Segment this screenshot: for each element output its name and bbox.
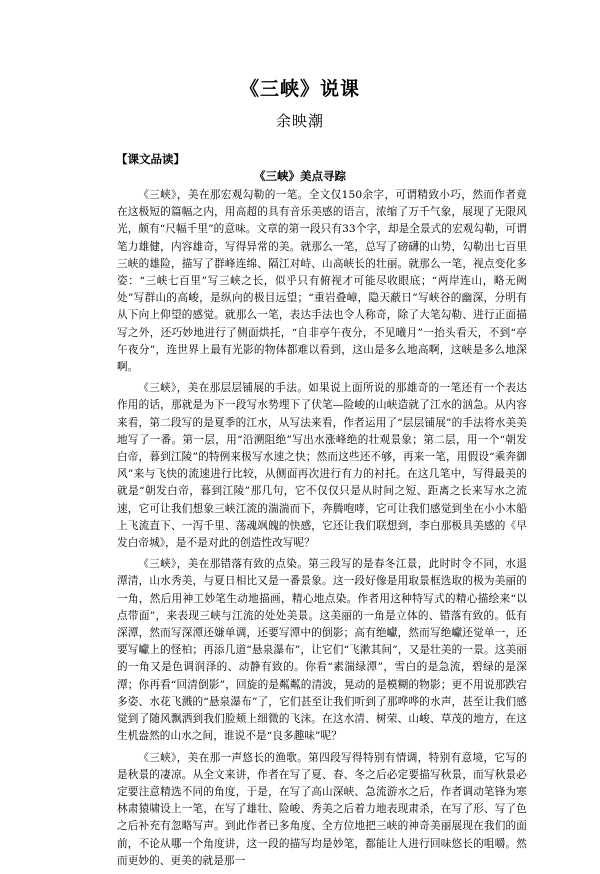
- paragraph-text: 《三峡》，美在那宏观勾勒的一笔。全文仅150余字，可谓精致小巧，然而作者竟在这极短的篇幅之内，用高超的具有音乐美感的语言，浓缩了万千气象，展现了无限风光，颇有“尺幅千里”的意味。文章的第一段只有33个字，却是全景式的宏观勾勒，可谓笔力雄健，内容雄奇，写得异常的美。就那么一笔，总写了磅礴的山势，勾勒出七百里三峡的雄险，描写了群峰连绵、隔江对峙、山高峡长的壮丽。就那么一笔，视点变化多姿：“三峡七百里”写三峡之长，似乎只有俯视才可能尽收眼底；“两岸连山，略无阙处”写群山的高峻，是纵向的极目远望；“重岩叠嶂，隐天蔽日”写峡谷的幽深，分明有从下向上仰望的感觉。就那么一笔，表达手法也令人称奇，除了大笔勾勒、进行正面描写之外，还巧妙地进行了侧面烘托，“自非亭午夜分，不见曦月”一抬头看天，不到“亭午夜分”，连世界上最有光影的物体都难以看到，这山是多么地高啊，这峡是多么地深啊。: [117, 189, 527, 374]
- paragraph: [117, 380, 527, 552]
- paragraph: [117, 187, 527, 376]
- author-name: 余映潮: [275, 112, 324, 130]
- document-title: 《三峡》说课: [239, 78, 360, 100]
- paragraph-text: 《三峡》，美在那一声悠长的渔歌。第四段写得特别有情调，特别有意境，它写的是秋景的凄凉。从全文来讲，作者在写了夏、春、冬之后必定要描写秋景，而写秋景必定要注意精选不同的角度，于是，在写了高山深峡、急流游水之后，作者调动笔锋为寒林肃猿啸设上一笔，在写了雄壮、险峻、秀美之后着力地表现肃杀，在写了形、写了色之后补充有忽略写声。到此作者已多角度、全方位地把三峡的神奇美丽展现在我们的面前，不论从哪一个角度讲，这一段的描写均是妙笔，都能让人进行回味悠长的咀嚼。然而更妙的、更美的就是那一: [117, 751, 527, 867]
- article-subtitle: 《三峡》美点寻踪: [254, 169, 346, 183]
- paragraph: [117, 556, 527, 745]
- paragraph-text: 《三峡》，美在那层层铺展的手法。如果说上面所说的那雄奇的一笔还有一个表达作用的话，那就是为下一段写水势埋下了伏笔—险峻的山峡造就了江水的汹急。从内容来看，第二段写的是夏季的江水，从写法来看，作者运用了“层层铺展”的手法将水美美地写了一番。第一层，用“沿溯阻绝”写出水涨峰绝的壮观景象；第二层，用一个“朝发白帝，暮到江陵”的特例来极写水速之快；然而这些还不够，再来一笔，用假设“乘奔御风”来与飞快的流速进行比较，从侧面再次进行有力的衬托。在这几笔中，写得最美的就是“朝发白帝，暮到江陵”那几句，它不仅仅只是从时间之短、距离之长来写水之流速，它可让我们想象三峡江流的湍湍而下，奔腾咆哮，它可让我们感觉到坐在小小木船上飞流直下、一泻千里、荡魂飒魄的快感，它还让我们联想到，李白那极具美感的《早发白帝城》，是不是对此的创造性改写呢？: [117, 382, 527, 550]
- section-label: 【课文品读】: [116, 152, 185, 166]
- paragraph: [117, 750, 527, 870]
- article-body: [117, 187, 527, 874]
- paragraph-text: 《三峡》，美在那错落有致的点染。第三段写的是春冬江景，此时时令不同，水退潭清，山水秀美，与夏日相比又是一番景象。这一段好像是用取景框选取的极为美丽的一角，然后用神工妙笔生动地描画，精心地点染。作者用这种特写式的精心描绘来“以点带面”，来表现三峡与江流的处处美景。这美丽的一角是立体的、错落有致的。低有深潭，然而写深潭还嫌单调，还要写潭中的倒影；高有绝巘，然而写绝巘还觉单一，还要写巘上的怪柏；再添几道“悬泉瀑布”，让它们“飞漱其间”，又是壮美的一景。这美丽的一角又是色调润泽的、动静有致的。你看“素湍绿潭”，雪白的是急流，碧绿的是深潭；你再看“回清倒影”，回旋的是粼粼的清波，晃动的是模糊的物影；更不用说那跌宕多姿、水花飞溅的“悬泉瀑布”了，它们甚至让我们听到了那哗哗的水声，甚至让我们感觉到了随风飘洒到我们脸颊上细微的飞沫。在这水清、树荣、山峻、草茂的地方，在这生机盎然的山水之间，谁说不是“良多趣味”呢？: [117, 558, 527, 743]
